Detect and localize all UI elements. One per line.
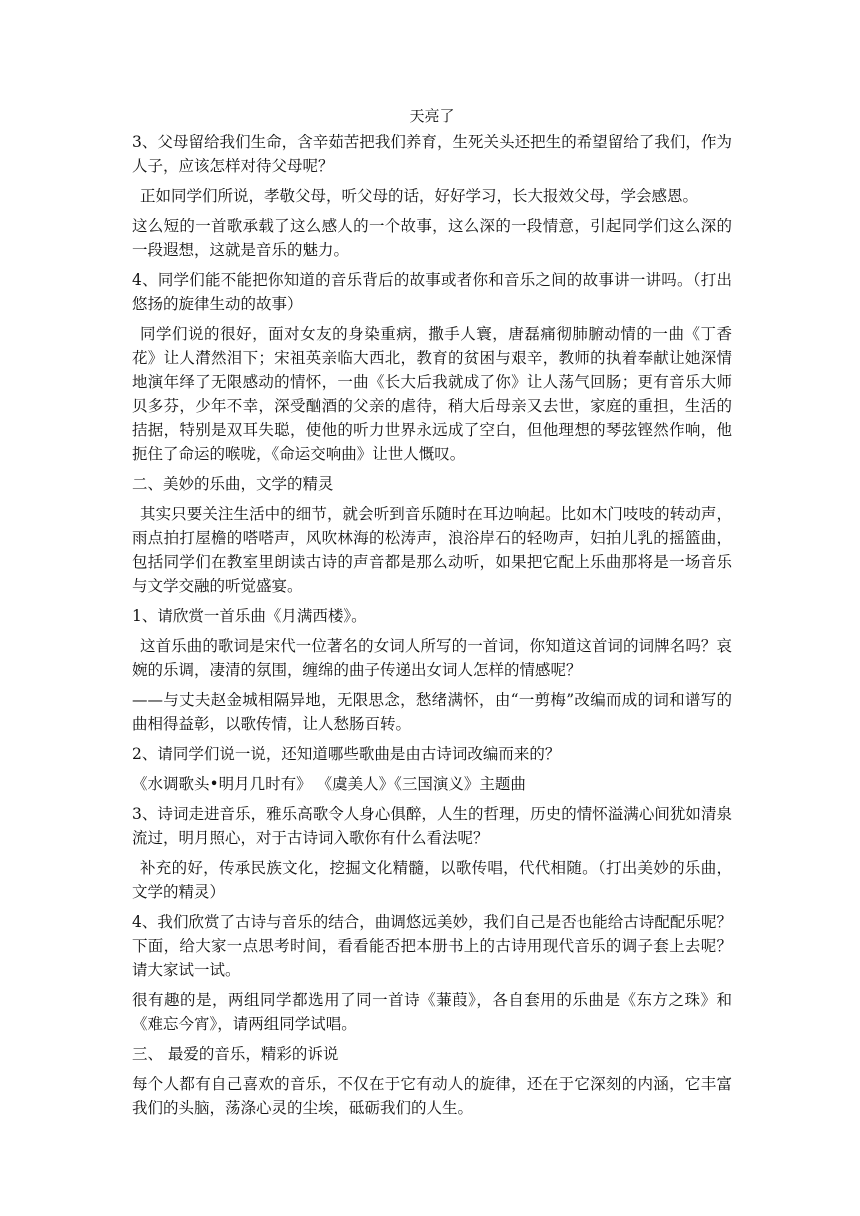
paragraph-9: 这首乐曲的歌词是宋代一位著名的女词人所写的一首词，你知道这首词的词牌名吗？哀婉的乐调，凄清的氛围，缠绵的曲子传递出女词人怎样的情感呢？ [132, 637, 732, 679]
document-page [132, 104, 732, 1126]
paragraph-8: 1、请欣赏一首乐曲《月满西楼》。 [132, 607, 367, 625]
paragraph-1: 3、父母留给我们生命，含辛茹苦把我们养育，生死关头还把生的希望留给了我们，作为人子，应该怎样对待父母呢？ [132, 133, 732, 175]
document-title: 天亮了 [409, 107, 455, 125]
section-heading-2: 二、美妙的乐曲，文学的精灵 [132, 475, 334, 493]
paragraph-18: 每个人都有自己喜欢的音乐，不仅在于它有动人的旋律，还在于它深刻的内涵，它丰富我们的头脑，荡涤心灵的尘埃，砥砺我们的人生。 [132, 1075, 732, 1117]
section-heading-3: 三、 最爱的音乐，精彩的诉说 [132, 1045, 339, 1063]
paragraph-7: 其实只要关注生活中的细节，就会听到音乐随时在耳边响起。比如木门吱吱的转动声，雨点拍打屋檐的嗒嗒声，风吹林海的松涛声，浪浴岸石的轻吻声，妇拍儿乳的摇篮曲，包括同学们在教室里朗读古诗的声音都是那么动听，如果把它配上乐曲那将是一场音乐与文学交融的听觉盛宴。 [132, 505, 732, 595]
paragraph-11: 2、请同学们说一说，还知道哪些歌曲是由古诗词改编而来的？ [132, 745, 561, 763]
paragraph-12: 《水调歌头•明月几时有》 《虞美人》《三国演义》主题曲 [132, 775, 526, 793]
paragraph-15: 4、我们欣赏了古诗与音乐的结合，曲调悠远美妙，我们自己是否也能给古诗配配乐呢？下面，给大家一点思考时间，看看能否把本册书上的古诗用现代音乐的调子套上去呢？请大家试一试。 [132, 913, 732, 979]
paragraph-14: 补充的好，传承民族文化，挖掘文化精髓，以歌传唱，代代相随。（打出美妙的乐曲，文学的精灵） [132, 859, 732, 901]
paragraph-10: ——与丈夫赵金城相隔异地，无限思念，愁绪满怀，由“一剪梅”改编而成的词和谱写的曲相得益彰，以歌传情，让人愁肠百转。 [132, 691, 732, 733]
paragraph-13: 3、诗词走进音乐，雅乐高歌令人身心俱醉，人生的哲理，历史的情怀溢满心间犹如清泉流过，明月照心，对于古诗词入歌你有什么看法呢？ [132, 805, 732, 847]
paragraph-2: 正如同学们所说，孝敬父母，听父母的话，好好学习，长大报效父母，学会感恩。 [140, 187, 699, 205]
paragraph-16: 很有趣的是，两组同学都选用了同一首诗《蒹葭》，各自套用的乐曲是《东方之珠》和《难忘今宵》，请两组同学试唱。 [132, 991, 732, 1033]
paragraph-4: 4、同学们能不能把你知道的音乐背后的故事或者你和音乐之间的故事讲一讲吗。（打出悠扬的旋律生动的故事） [132, 271, 732, 313]
paragraph-3: 这么短的一首歌承载了这么感人的一个故事，这么深的一段情意，引起同学们这么深的一段遐想，这就是音乐的魅力。 [132, 217, 732, 259]
paragraph-5: 同学们说的很好，面对女友的身染重病，撒手人寰，唐磊痛彻肺腑动情的一曲《丁香花》让人潸然泪下；宋祖英亲临大西北，教育的贫困与艰辛，教师的执着奉献让她深情地演年绎了无限感动的情怀，一曲《长大后我就成了你》让人荡气回肠；更有音乐大师贝多芬，少年不幸，深受酗酒的父亲的虐待，稍大后母亲又去世，家庭的重担，生活的拮据，特别是双耳失聪，使他的听力世界永远成了空白，但他理想的琴弦铿然作响，他扼住了命运的喉咙，《命运交响曲》让世人慨叹。 [132, 325, 732, 463]
